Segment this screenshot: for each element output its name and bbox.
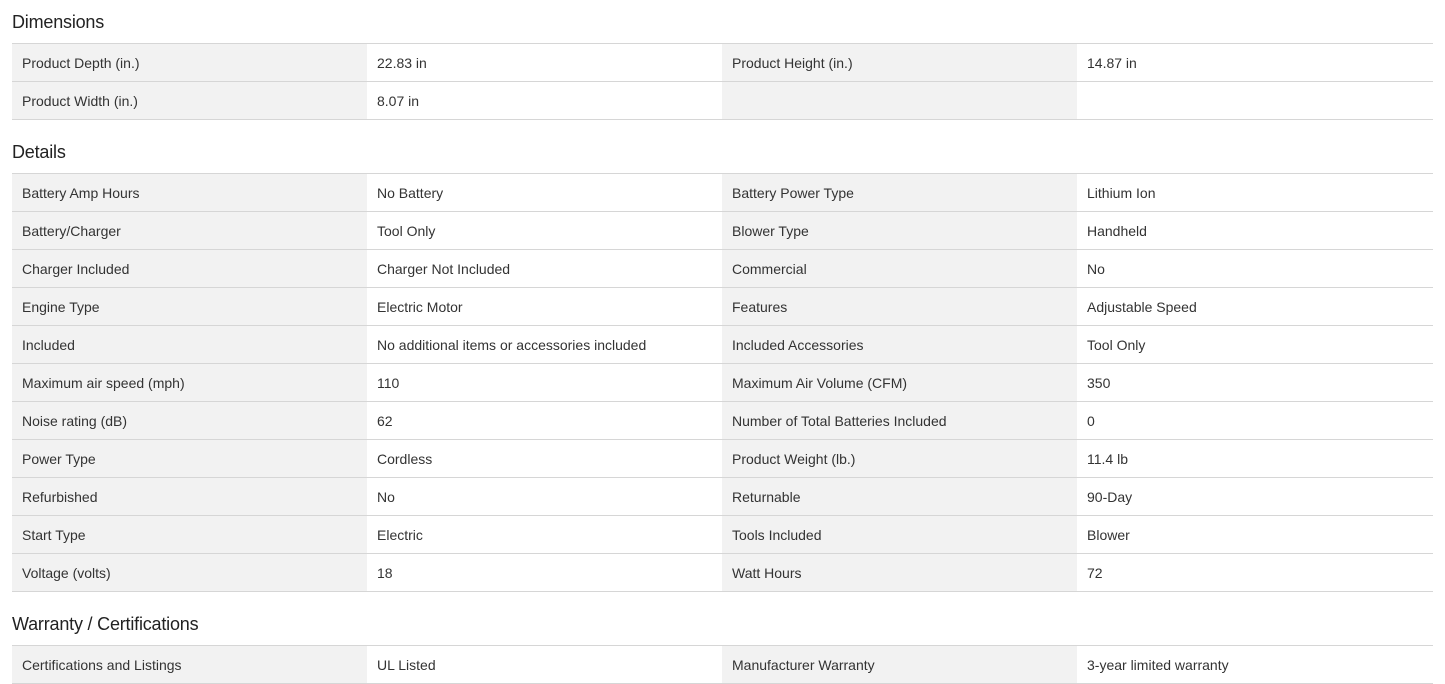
spec-value: 0 xyxy=(1077,402,1433,439)
spec-value: No Battery xyxy=(367,174,722,211)
spec-value: Tool Only xyxy=(1077,326,1433,363)
spec-value-empty xyxy=(1077,82,1433,119)
table-row xyxy=(12,646,1433,684)
spec-label: Watt Hours xyxy=(722,554,1077,591)
warranty-section xyxy=(12,592,1433,684)
spec-label: Included Accessories xyxy=(722,326,1077,363)
details-table xyxy=(12,173,1433,592)
table-row xyxy=(12,288,1433,326)
spec-label: Certifications and Listings xyxy=(12,646,367,683)
spec-value: 11.4 lb xyxy=(1077,440,1433,477)
spec-label: Features xyxy=(722,288,1077,325)
spec-label: Number of Total Batteries Included xyxy=(722,402,1077,439)
spec-label: Maximum air speed (mph) xyxy=(12,364,367,401)
spec-value: No xyxy=(1077,250,1433,287)
table-row xyxy=(12,440,1433,478)
spec-value: 90-Day xyxy=(1077,478,1433,515)
spec-label: Battery/Charger xyxy=(12,212,367,249)
section-title: Dimensions xyxy=(12,12,105,32)
spec-value: Lithium Ion xyxy=(1077,174,1433,211)
spec-value: 72 xyxy=(1077,554,1433,591)
warranty-table xyxy=(12,645,1433,684)
spec-value: Electric Motor xyxy=(367,288,722,325)
spec-value: 110 xyxy=(367,364,722,401)
table-row xyxy=(12,82,1433,120)
dimensions-section xyxy=(12,0,1433,120)
table-row xyxy=(12,402,1433,440)
spec-label: Tools Included xyxy=(722,516,1077,553)
spec-label: Product Height (in.) xyxy=(722,44,1077,81)
spec-value: Charger Not Included xyxy=(367,250,722,287)
spec-value: 350 xyxy=(1077,364,1433,401)
table-row xyxy=(12,174,1433,212)
spec-value: 62 xyxy=(367,402,722,439)
spec-label: Engine Type xyxy=(12,288,367,325)
details-section xyxy=(12,120,1433,592)
spec-value: 18 xyxy=(367,554,722,591)
spec-value: Tool Only xyxy=(367,212,722,249)
spec-label: Product Width (in.) xyxy=(12,82,367,119)
spec-label: Refurbished xyxy=(12,478,367,515)
spec-label: Product Weight (lb.) xyxy=(722,440,1077,477)
spec-value: Blower xyxy=(1077,516,1433,553)
spec-label: Blower Type xyxy=(722,212,1077,249)
table-row xyxy=(12,478,1433,516)
spec-label: Product Depth (in.) xyxy=(12,44,367,81)
spec-value: Handheld xyxy=(1077,212,1433,249)
section-title: Warranty / Certifications xyxy=(12,614,199,634)
spec-label: Battery Power Type xyxy=(722,174,1077,211)
table-row xyxy=(12,554,1433,592)
spec-label: Noise rating (dB) xyxy=(12,402,367,439)
spec-value: 14.87 in xyxy=(1077,44,1433,81)
spec-value: UL Listed xyxy=(367,646,722,683)
spec-label: Maximum Air Volume (CFM) xyxy=(722,364,1077,401)
spec-value: No xyxy=(367,478,722,515)
table-row xyxy=(12,364,1433,402)
spec-value: 3-year limited warranty xyxy=(1077,646,1433,683)
spec-label: Returnable xyxy=(722,478,1077,515)
spec-label: Manufacturer Warranty xyxy=(722,646,1077,683)
spec-value: Adjustable Speed xyxy=(1077,288,1433,325)
spec-label: Voltage (volts) xyxy=(12,554,367,591)
table-row xyxy=(12,212,1433,250)
spec-label: Commercial xyxy=(722,250,1077,287)
spec-value: 8.07 in xyxy=(367,82,722,119)
table-row xyxy=(12,516,1433,554)
spec-label: Start Type xyxy=(12,516,367,553)
spec-value: 22.83 in xyxy=(367,44,722,81)
spec-label: Battery Amp Hours xyxy=(12,174,367,211)
spec-label-empty xyxy=(722,82,1077,119)
section-title: Details xyxy=(12,142,66,162)
table-row xyxy=(12,326,1433,364)
table-row xyxy=(12,44,1433,82)
table-row xyxy=(12,250,1433,288)
spec-label: Power Type xyxy=(12,440,367,477)
spec-label: Charger Included xyxy=(12,250,367,287)
spec-value: No additional items or accessories included xyxy=(367,326,722,363)
spec-label: Included xyxy=(12,326,367,363)
spec-value: Electric xyxy=(367,516,722,553)
spec-value: Cordless xyxy=(367,440,722,477)
dimensions-table xyxy=(12,43,1433,120)
